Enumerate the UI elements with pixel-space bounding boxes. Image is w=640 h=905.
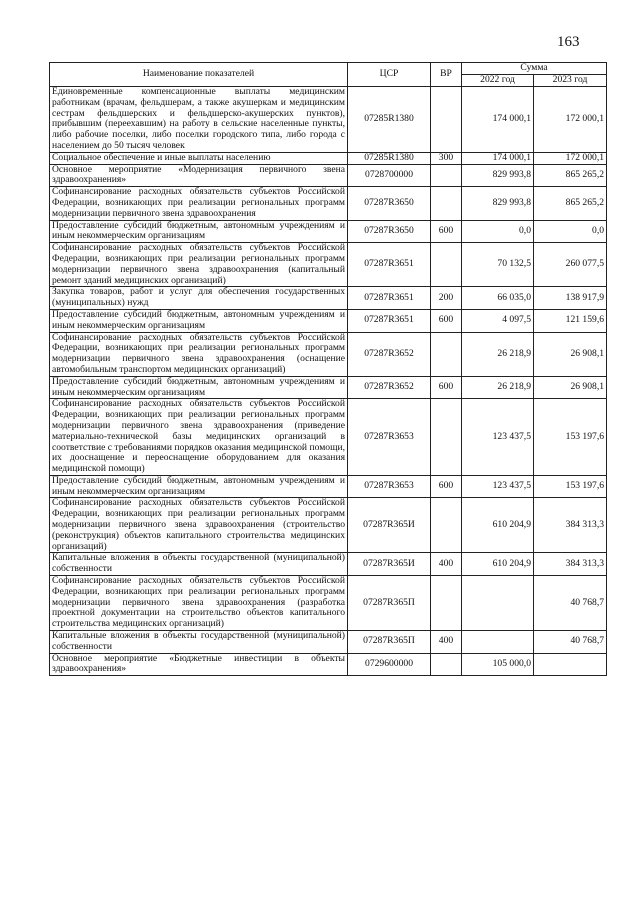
row-2022: 26 218,9 <box>462 332 534 376</box>
row-csr: 07287R3653 <box>348 475 431 498</box>
header-name: Наименование показателей <box>50 63 348 87</box>
row-vr <box>431 187 462 220</box>
row-2023 <box>534 653 607 676</box>
row-vr: 400 <box>431 631 462 654</box>
row-2023: 260 077,5 <box>534 243 607 287</box>
row-2023: 384 313,3 <box>534 553 607 576</box>
table-row <box>50 553 607 576</box>
table-row <box>50 475 607 498</box>
row-2022: 829 993,8 <box>462 187 534 220</box>
row-vr: 300 <box>431 152 462 164</box>
row-2023: 153 197,6 <box>534 475 607 498</box>
table-row <box>50 187 607 220</box>
row-csr: 07287R365П <box>348 631 431 654</box>
row-csr: 07285R1380 <box>348 87 431 153</box>
row-2022: 105 000,0 <box>462 653 534 676</box>
table-row <box>50 376 607 399</box>
row-2022: 610 204,9 <box>462 553 534 576</box>
row-2023: 0,0 <box>534 220 607 243</box>
row-csr: 07287R365И <box>348 553 431 576</box>
table-row <box>50 309 607 332</box>
row-vr: 600 <box>431 475 462 498</box>
row-csr: 07287R3652 <box>348 332 431 376</box>
row-vr <box>431 87 462 153</box>
row-name: Предоставление субсидий бюджетным, автономным учреждениям и иным некоммерческим организациям <box>50 376 348 399</box>
row-name: Софинансирование расходных обязательств субъектов Российской Федерации, возникающих при реализации региональных программ модернизации первичного звена здравоохранения (капитальный ремонт зданий медицинских организаций) <box>50 243 348 287</box>
row-2022: 174 000,1 <box>462 87 534 153</box>
header-sum: Сумма <box>462 63 607 75</box>
row-2023: 172 000,1 <box>534 87 607 153</box>
row-vr <box>431 653 462 676</box>
row-2022: 610 204,9 <box>462 498 534 553</box>
page-number: 163 <box>557 34 580 50</box>
row-vr: 200 <box>431 287 462 310</box>
row-2023: 865 265,2 <box>534 187 607 220</box>
row-vr: 600 <box>431 220 462 243</box>
row-vr <box>431 498 462 553</box>
row-vr <box>431 332 462 376</box>
row-name: Социальное обеспечение и иные выплаты населению <box>50 152 348 164</box>
row-name: Предоставление субсидий бюджетным, автономным учреждениям и иным некоммерческим организациям <box>50 220 348 243</box>
row-vr: 600 <box>431 376 462 399</box>
row-name: Закупка товаров, работ и услуг для обеспечения государственных (муниципальных) нужд <box>50 287 348 310</box>
row-2022: 66 035,0 <box>462 287 534 310</box>
row-csr: 07287R3653 <box>348 399 431 476</box>
table-row <box>50 332 607 376</box>
row-2023: 153 197,6 <box>534 399 607 476</box>
row-name: Основное мероприятие «Модернизация первичного звена здравоохранения» <box>50 164 348 187</box>
row-2023: 26 908,1 <box>534 376 607 399</box>
row-vr <box>431 399 462 476</box>
table-row <box>50 653 607 676</box>
row-csr: 0728700000 <box>348 164 431 187</box>
row-name: Капитальные вложения в объекты государственной (муниципальной) собственности <box>50 553 348 576</box>
row-2022: 123 437,5 <box>462 399 534 476</box>
header-2023: 2023 год <box>534 75 607 87</box>
row-2022: 174 000,1 <box>462 152 534 164</box>
row-name: Софинансирование расходных обязательств субъектов Российской Федерации, возникающих при реализации региональных программ модернизации первичного звена здравоохранения (оснащение автомобильным транспортом медицинских организаций) <box>50 332 348 376</box>
row-2023: 138 917,9 <box>534 287 607 310</box>
row-name: Капитальные вложения в объекты государственной (муниципальной) собственности <box>50 631 348 654</box>
row-2023: 172 000,1 <box>534 152 607 164</box>
table-row <box>50 631 607 654</box>
table-row <box>50 399 607 476</box>
row-2023: 384 313,3 <box>534 498 607 553</box>
row-vr: 600 <box>431 309 462 332</box>
row-2022 <box>462 631 534 654</box>
row-2023: 40 768,7 <box>534 631 607 654</box>
row-2023: 865 265,2 <box>534 164 607 187</box>
row-csr: 07287R3650 <box>348 220 431 243</box>
row-2023: 121 159,6 <box>534 309 607 332</box>
row-csr: 07287R365П <box>348 576 431 631</box>
row-2023: 40 768,7 <box>534 576 607 631</box>
table-row <box>50 87 607 153</box>
table-row <box>50 576 607 631</box>
row-vr <box>431 576 462 631</box>
row-name: Софинансирование расходных обязательств субъектов Российской Федерации, возникающих при реализации региональных программ модернизации первичного звена здравоохранения (разработка проектной документации на строительство объектов капитального строительства медицинских организаций) <box>50 576 348 631</box>
row-name: Софинансирование расходных обязательств субъектов Российской Федерации, возникающих при реализации региональных программ модернизации первичного звена здравоохранения <box>50 187 348 220</box>
table-row <box>50 152 607 164</box>
table-row <box>50 243 607 287</box>
row-2022: 123 437,5 <box>462 475 534 498</box>
header-vr: ВР <box>431 63 462 87</box>
row-2022: 829 993,8 <box>462 164 534 187</box>
row-name: Предоставление субсидий бюджетным, автономным учреждениям и иным некоммерческим организациям <box>50 309 348 332</box>
row-name: Основное мероприятие «Бюджетные инвестиции в объекты здравоохранения» <box>50 653 348 676</box>
row-csr: 07287R3651 <box>348 287 431 310</box>
budget-table <box>49 62 607 676</box>
table-row <box>50 287 607 310</box>
row-2022: 4 097,5 <box>462 309 534 332</box>
header-2022: 2022 год <box>462 75 534 87</box>
row-csr: 07285R1380 <box>348 152 431 164</box>
table-row <box>50 164 607 187</box>
row-csr: 07287R365И <box>348 498 431 553</box>
table-row <box>50 498 607 553</box>
row-csr: 07287R3652 <box>348 376 431 399</box>
row-name: Предоставление субсидий бюджетным, автономным учреждениям и иным некоммерческим организациям <box>50 475 348 498</box>
row-name: Софинансирование расходных обязательств субъектов Российской Федерации, возникающих при реализации региональных программ модернизации первичного звена здравоохранения (строительство (реконструкция) объектов капитального строительства медицинских организаций) <box>50 498 348 553</box>
row-vr <box>431 243 462 287</box>
row-2022: 70 132,5 <box>462 243 534 287</box>
row-name: Софинансирование расходных обязательств субъектов Российской Федерации, возникающих при реализации региональных программ модернизации первичного звена здравоохранения (приведение материально-технической базы медицинских организаций в соответствие с требованиями порядков оказания медицинской помощи, их дооснащение и переоснащение оборудованием для оказания медицинской помощи) <box>50 399 348 476</box>
row-2022: 26 218,9 <box>462 376 534 399</box>
header-csr: ЦСР <box>348 63 431 87</box>
row-csr: 07287R3650 <box>348 187 431 220</box>
row-2022 <box>462 576 534 631</box>
row-vr: 400 <box>431 553 462 576</box>
row-csr: 07287R3651 <box>348 243 431 287</box>
table-row <box>50 220 607 243</box>
row-2022: 0,0 <box>462 220 534 243</box>
row-name: Единовременные компенсационные выплаты медицинским работникам (врачам, фельдшерам, а также акушеркам и медицинским сестрам фельдшерских и фельдшерско-акушерских пунктов), прибывшим (переехавшим) на работу в сельские населенные пункты, либо рабочие поселки, либо поселки городского типа, либо города с населением до 50 тысяч человек <box>50 87 348 153</box>
row-2023: 26 908,1 <box>534 332 607 376</box>
row-csr: 07287R3651 <box>348 309 431 332</box>
row-vr <box>431 164 462 187</box>
row-csr: 0729600000 <box>348 653 431 676</box>
table-body <box>50 87 607 676</box>
